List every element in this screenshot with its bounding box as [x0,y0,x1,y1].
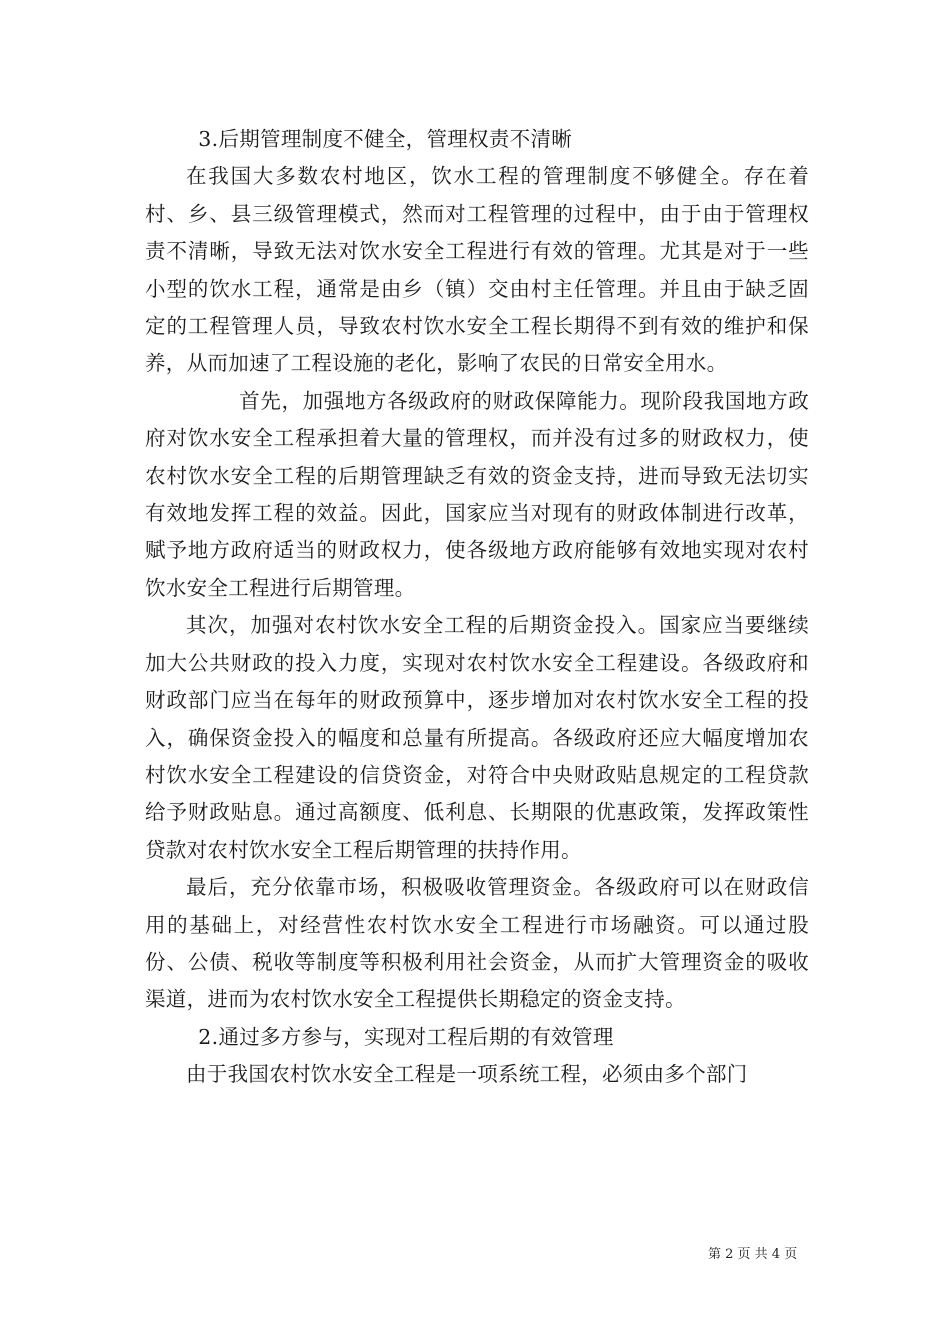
paragraph-first-fiscal-capacity: 首先，加强地方各级政府的财政保障能力。现阶段我国地方政府对饮水安全工程承担着大量的管理权，而并没有过多的财政权力，使农村饮水安全工程的后期管理缺乏有效的资金支持，进而导致无法切实有效地发挥工程的效益。因此，国家应当对现有的财政体制进行改革，赋予地方政府适当的财政权力，使各级地方政府能够有效地实现对农村饮水安全工程进行后期管理。 [145,388,809,600]
paragraph-management-system: 在我国大多数农村地区，饮水工程的管理制度不够健全。存在着村、乡、县三级管理模式，然而对工程管理的过程中，由于由于管理权责不清晰，导致无法对饮水安全工程进行有效的管理。尤其是对于一些小型的饮水工程，通常是由乡（镇）交由村主任管理。并且由于缺乏固定的工程管理人员，导致农村饮水安全工程长期得不到有效的维护和保养，从而加速了工程设施的老化，影响了农民的日常安全用水。 [145,164,809,376]
paragraph-system-engineering: 由于我国农村饮水安全工程是一项系统工程，必须由多个部门 [186,1062,748,1087]
paragraph-second-funding: 其次，加强对农村饮水安全工程的后期资金投入。国家应当要继续加大公共财政的投入力度，实现对农村饮水安全工程建设。各级政府和财政部门应当在每年的财政预算中，逐步增加对农村饮水安全工程的投入，确保资金投入的幅度和总量有所提高。各级政府还应大幅度增加农村饮水安全工程建设的信贷资金，对符合中央财政贴息规定的工程贷款给予财政贴息。通过高额度、低利息、长期限的优惠政策，发挥政策性贷款对农村饮水安全工程后期管理的扶持作用。 [145,613,809,862]
section-heading-3: 3.后期管理制度不健全，管理权责不清晰 [198,127,573,151]
document-body [145,121,809,1094]
paragraph-last-market: 最后，充分依靠市场，积极吸收管理资金。各级政府可以在财政信用的基础上，对经营性农村饮水安全工程进行市场融资。可以通过股份、公债、税收等制度等积极利用社会资金，从而扩大管理资金的吸收渠道，进而为农村饮水安全工程提供长期稳定的资金支持。 [145,875,809,1012]
page-number: 第 2 页 共 4 页 [708,1247,798,1262]
section-heading-2: 2.通过多方参与，实现对工程后期的有效管理 [198,1024,614,1049]
